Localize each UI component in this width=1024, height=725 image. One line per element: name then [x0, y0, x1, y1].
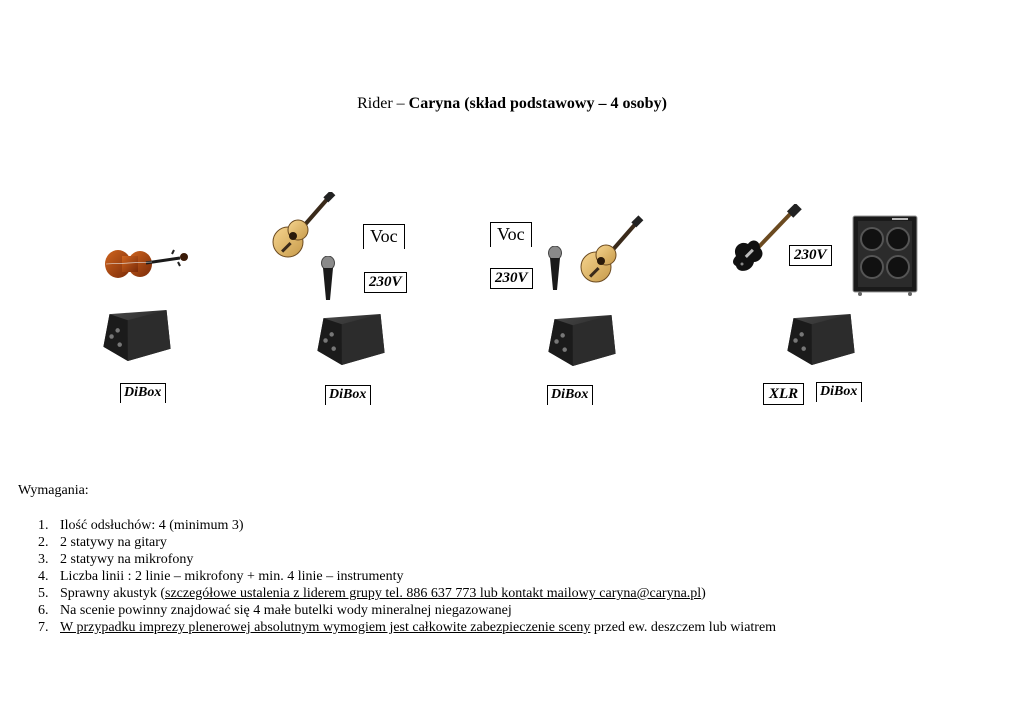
stage-monitor-icon [546, 313, 618, 374]
list-item: 6. Na scenie powinny znajdować się 4 małe butelki wody mineralnej niegazowanej [38, 603, 512, 618]
list-item: 2. 2 statywy na gitary [38, 535, 167, 550]
list-item: 3. 2 statywy na mikrofony [38, 552, 194, 567]
list-item: 1. Ilość odsłuchów: 4 (minimum 3) [38, 518, 244, 533]
dibox-label: DiBox [120, 383, 166, 403]
list-item: 4. Liczba linii : 2 linie – mikrofony + min. 4 linie – instrumenty [38, 569, 404, 584]
stage-monitor-icon [315, 312, 387, 373]
page-title [0, 95, 1024, 113]
requirements-heading: Wymagania: [18, 483, 89, 498]
power-230v-label: 230V [789, 245, 832, 266]
power-230v-label: 230V [490, 268, 533, 289]
title-band: Caryna (skład podstawowy – 4 osoby) [408, 95, 667, 112]
list-item: 5. Sprawny akustyk (szczegółowe ustalenia z liderem grupy tel. 886 637 773 lub kontakt mailowy caryna@caryna.pl) [38, 586, 706, 601]
title-prefix: Rider – [357, 95, 409, 112]
voc-label: Voc [363, 224, 405, 249]
microphone-icon [320, 256, 336, 307]
bass-guitar-icon [730, 204, 802, 283]
contact-link[interactable]: szczegółowe ustalenia z liderem grupy tel. 886 637 773 lub kontakt mailowy caryna@caryna.pl [165, 586, 702, 601]
acoustic-guitar-icon [574, 214, 644, 295]
stage-monitor-icon [785, 312, 857, 373]
power-230v-label: 230V [364, 272, 407, 293]
requirements-list [38, 517, 776, 636]
violin-icon [102, 246, 192, 287]
microphone-icon [547, 246, 563, 297]
stage-monitor-icon [101, 308, 173, 369]
dibox-label: DiBox [816, 382, 862, 402]
voc-label: Voc [490, 222, 532, 247]
xlr-label: XLR [763, 383, 804, 405]
dibox-label: DiBox [325, 385, 371, 405]
bass-cabinet-icon [852, 215, 918, 302]
list-item: 7. W przypadku imprezy plenerowej absolutnym wymogiem jest całkowite zabezpieczenie sceny przed ew. deszczem lub wiatrem [38, 620, 777, 635]
dibox-label: DiBox [547, 385, 593, 405]
